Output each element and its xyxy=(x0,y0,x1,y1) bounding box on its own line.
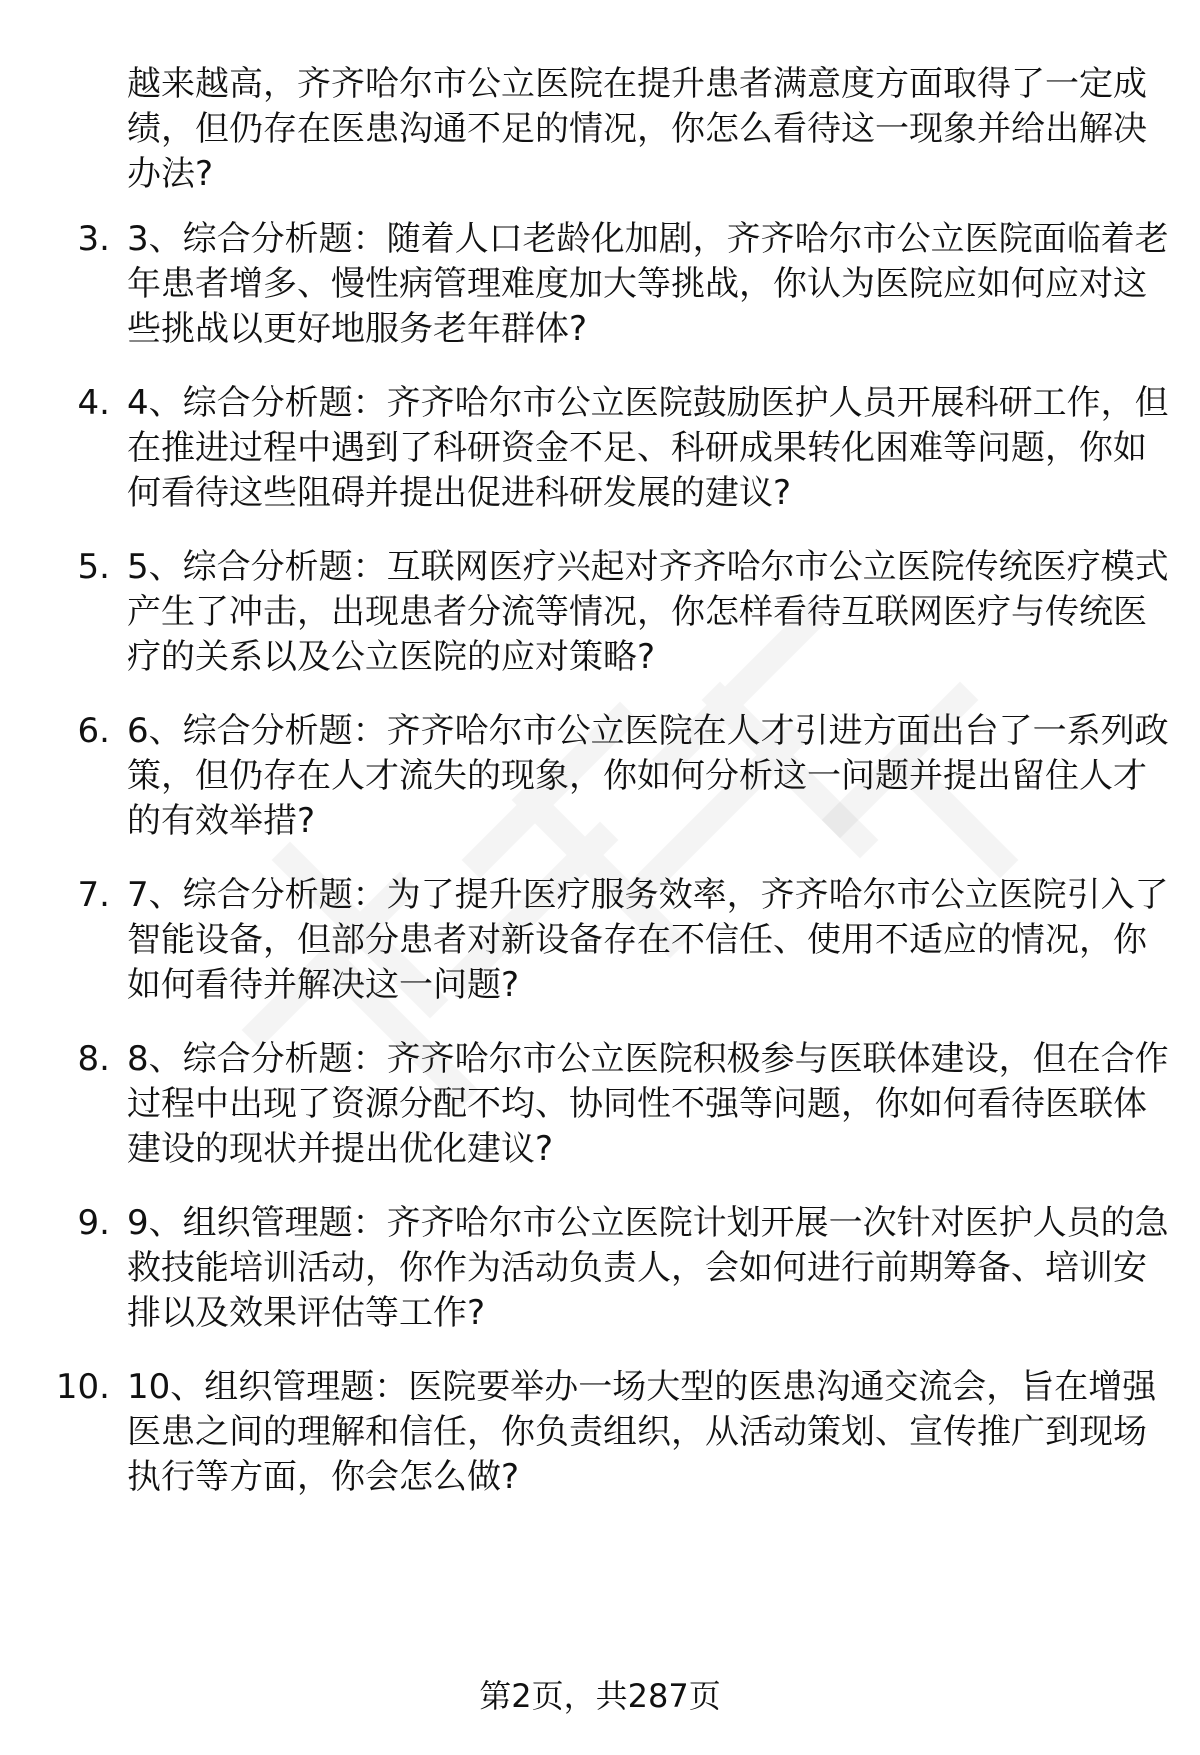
list-item-number: 6. xyxy=(77,711,110,751)
list-item-number: 10. xyxy=(55,1367,110,1407)
list-item-text: 10、组织管理题：医院要举办一场大型的医患沟通交流会，旨在增强医患之间的理解和信任，你负责组织，从活动策划、宣传推广到现场执行等方面，你会怎么做? xyxy=(127,1367,1157,1497)
list-item-text: 4、综合分析题：齐齐哈尔市公立医院鼓励医护人员开展科研工作，但在推进过程中遇到了科研资金不足、科研成果转化困难等问题，你如何看待这些阻碍并提出促进科研发展的建议? xyxy=(127,383,1169,513)
list-item-text: 9、组织管理题：齐齐哈尔市公立医院计划开展一次针对医护人员的急救技能培训活动，你作为活动负责人，会如何进行前期筹备、培训安排以及效果评估等工作? xyxy=(127,1203,1169,1333)
list-item-number: 5. xyxy=(77,547,110,587)
list-item-text: 6、综合分析题：齐齐哈尔市公立医院在人才引进方面出台了一系列政策，但仍存在人才流失的现象，你如何分析这一问题并提出留住人才的有效举措? xyxy=(127,711,1169,841)
list-item-text: 7、综合分析题：为了提升医疗服务效率，齐齐哈尔市公立医院引入了智能设备，但部分患者对新设备存在不信任、使用不适应的情况，你如何看待并解决这一问题? xyxy=(127,875,1169,1005)
continued-question-text: 越来越高，齐齐哈尔市公立医院在提升患者满意度方面取得了一定成绩，但仍存在医患沟通不足的情况，你怎么看待这一现象并给出解决办法? xyxy=(127,64,1147,194)
page-number-footer: 第2页，共287页 xyxy=(479,1677,721,1715)
list-item-number: 9. xyxy=(77,1203,110,1243)
list-item-text: 5、综合分析题：互联网医疗兴起对齐齐哈尔市公立医院传统医疗模式产生了冲击，出现患者分流等情况，你怎样看待互联网医疗与传统医疗的关系以及公立医院的应对策略? xyxy=(127,547,1169,677)
list-item-number: 7. xyxy=(77,875,110,915)
list-item-number: 8. xyxy=(77,1039,110,1079)
list-item-number: 3. xyxy=(77,219,110,259)
list-item-number: 4. xyxy=(77,383,110,423)
list-item-text: 3、综合分析题：随着人口老龄化加剧，齐齐哈尔市公立医院面临着老年患者增多、慢性病管理难度加大等挑战，你认为医院应如何应对这些挑战以更好地服务老年群体? xyxy=(127,219,1169,349)
list-item-text: 8、综合分析题：齐齐哈尔市公立医院积极参与医联体建设，但在合作过程中出现了资源分配不均、协同性不强等问题，你如何看待医联体建设的现状并提出优化建议? xyxy=(127,1039,1169,1169)
